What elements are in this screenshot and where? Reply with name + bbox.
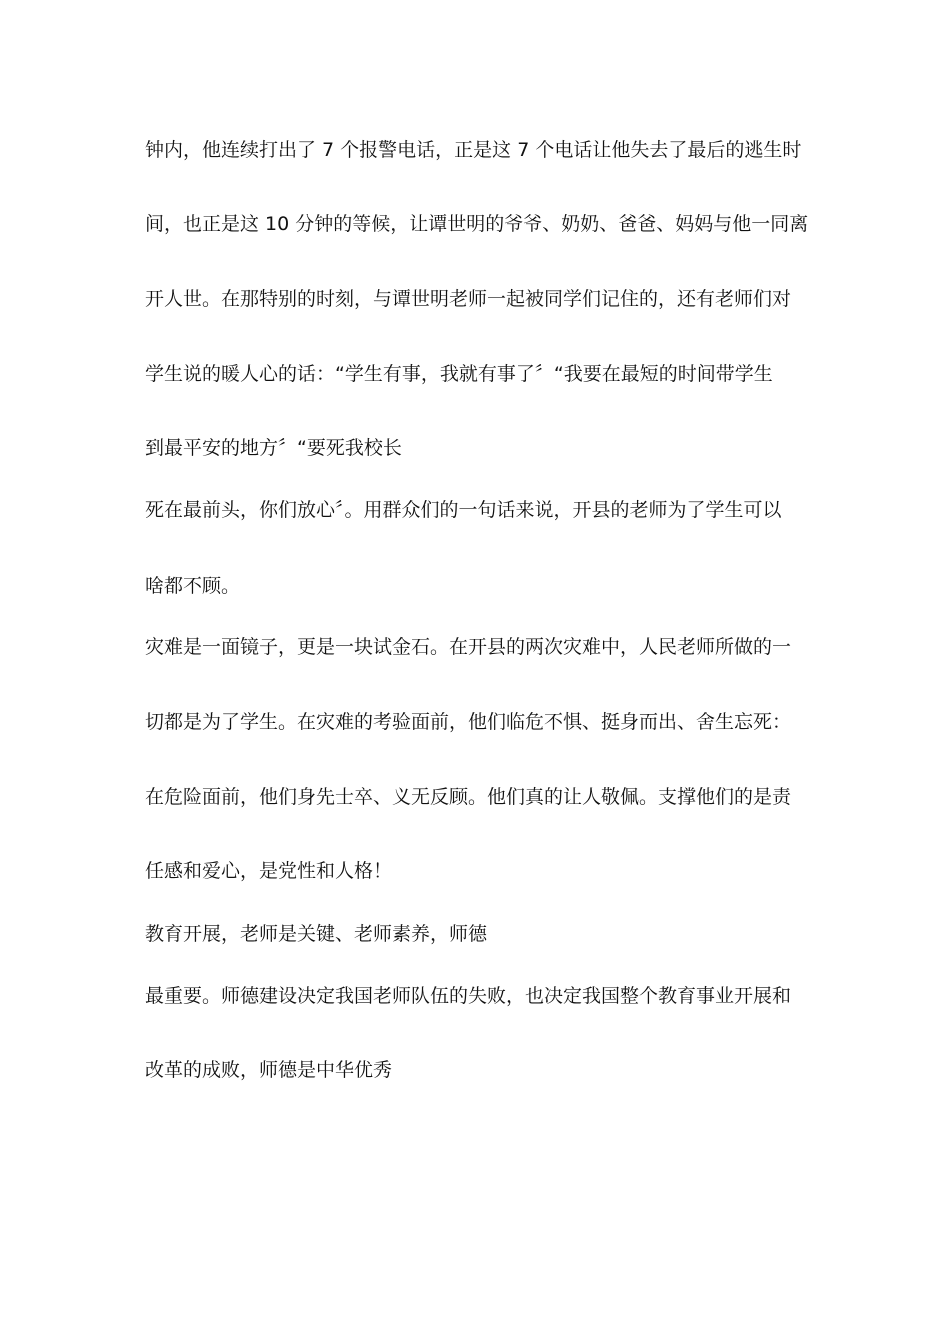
text-line: 教育开展，老师是关键、老师素养，师德: [145, 923, 488, 945]
text-line: 啥都不顾。: [145, 575, 241, 597]
text-line: 钟内，他连续打出了 7 个报警电话，正是这 7 个电话让他失去了最后的逃生时: [145, 139, 802, 161]
text-line: 开人世。在那特别的时刻，与谭世明老师一起被同学们记住的，还有老师们对: [145, 288, 792, 310]
text-line: 灾难是一面镜子，更是一块试金石。在开县的两次灾难中，人民老师所做的一: [145, 636, 792, 658]
text-line: 到最平安的地方〞“要死我校长: [145, 437, 402, 459]
text-line: 间，也正是这 10 分钟的等候，让谭世明的爷爷、奶奶、爸爸、妈妈与他一同离: [145, 213, 809, 235]
text-line: 学生说的暖人心的话：“学生有事，我就有事了〞“我要在最短的时间带学生: [145, 363, 773, 385]
text-line: 任感和爱心，是党性和人格！: [145, 860, 393, 882]
text-line: 切都是为了学生。在灾难的考验面前，他们临危不惧、挺身而出、舍生忘死：: [145, 711, 792, 733]
text-line: 最重要。师德建设决定我国老师队伍的失败，也决定我国整个教育事业开展和: [145, 985, 792, 1007]
text-line: 在危险面前，他们身先士卒、义无反顾。他们真的让人敬佩。支撑他们的是责: [145, 786, 792, 808]
text-line: 死在最前头，你们放心〞。用群众们的一句话来说，开县的老师为了学生可以: [145, 499, 782, 521]
text-line: 改革的成败，师德是中华优秀: [145, 1059, 393, 1081]
